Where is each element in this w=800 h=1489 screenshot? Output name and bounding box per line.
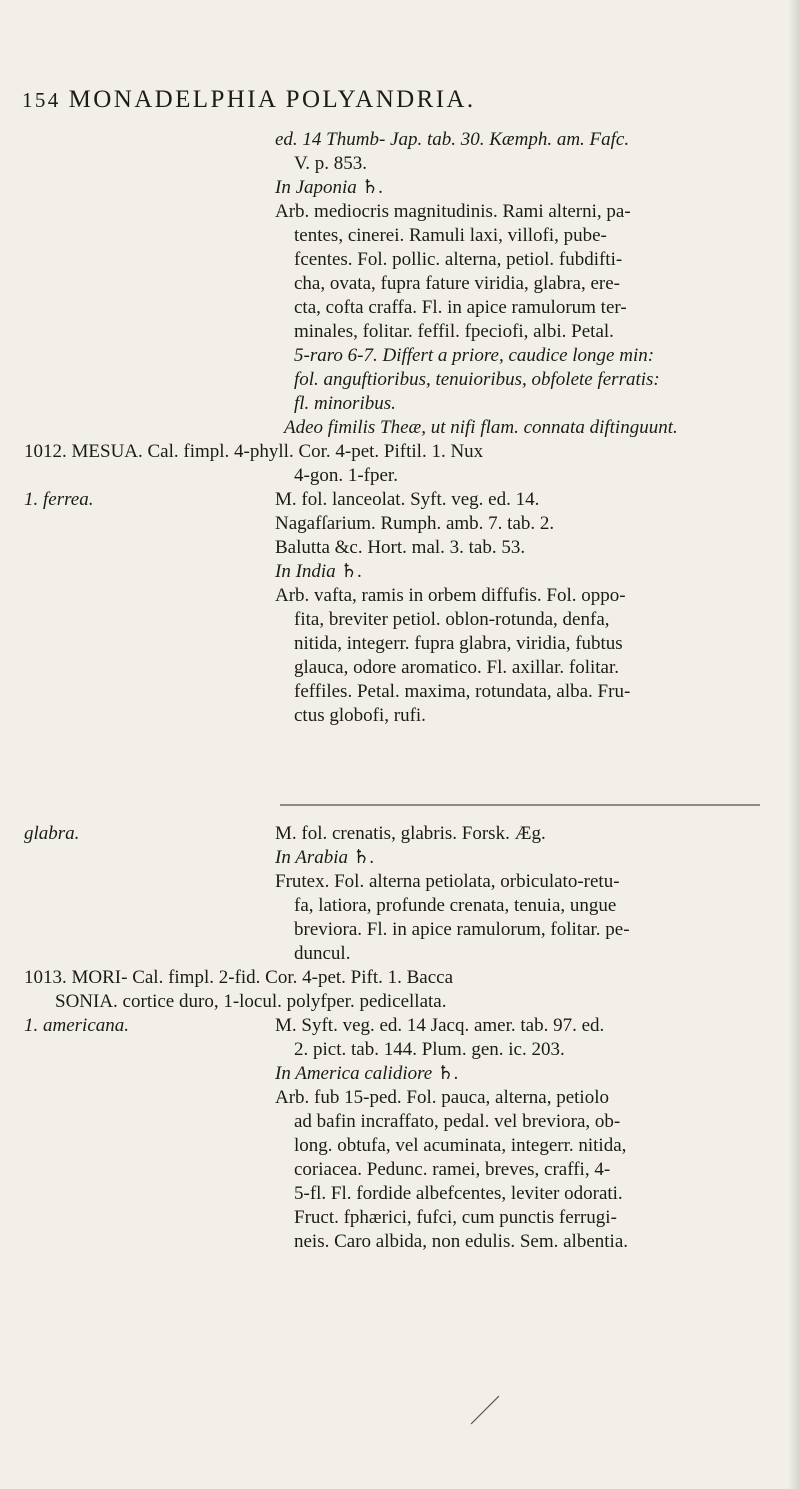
text-line: SONIA. cortice duro, 1-locul. polyfper. pedicellata. <box>55 991 447 1012</box>
text-line: ed. 14 Thumb- Jap. tab. 30. Kæmph. am. Fafc. <box>275 129 630 150</box>
text-line: minales, folitar. feffil. fpeciofi, albi. Petal. <box>294 321 614 342</box>
text-line: coriacea. Pedunc. ramei, breves, craffi, 4- <box>294 1159 611 1180</box>
text-line: Arb. mediocris magnitudinis. Rami alterni, pa- <box>275 201 631 222</box>
text-line: In Arabia ♄. <box>275 847 375 868</box>
text-line: neis. Caro albida, non edulis. Sem. albentia. <box>294 1231 629 1252</box>
text-line: Arb. vafta, ramis in orbem diffufis. Fol. oppo- <box>275 585 626 606</box>
text-line: ad bafin incraffato, pedal. vel breviora, ob- <box>294 1111 621 1132</box>
text-line: Balutta &c. Hort. mal. 3. tab. 53. <box>275 537 526 558</box>
text-line: long. obtufa, vel acuminata, integerr. nitida, <box>294 1135 627 1156</box>
text-line: Frutex. Fol. alterna petiolata, orbiculato-retu- <box>275 871 620 892</box>
text-line: In America calidiore ♄. <box>275 1063 459 1084</box>
text-line: tentes, cinerei. Ramuli laxi, villofi, pube- <box>294 225 607 246</box>
text-line: glauca, odore aromatico. Fl. axillar. folitar. <box>294 657 620 678</box>
text-line: M. Syft. veg. ed. 14 Jacq. amer. tab. 97. ed. <box>275 1015 605 1036</box>
running-title: MONADELPHIA POLYANDRIA. <box>68 86 476 113</box>
text-line: fcentes. Fol. pollic. alterna, petiol. fubdifti- <box>294 249 623 270</box>
text-line: In Japonia ♄. <box>275 177 384 198</box>
text-line: fita, breviter petiol. oblon-rotunda, denfa, <box>294 609 610 630</box>
text-line: ctus globofi, rufi. <box>294 705 426 726</box>
text-line: M. fol. lanceolat. Syft. veg. ed. 14. <box>275 489 540 510</box>
text-line: Nagafſarium. Rumph. amb. 7. tab. 2. <box>275 513 555 534</box>
text-line: fl. minoribus. <box>294 393 396 414</box>
section-divider <box>280 804 760 806</box>
text-line: fa, latiora, profunde crenata, tenuia, ungue <box>294 895 617 916</box>
text-line: feffiles. Petal. maxima, rotundata, alba. Fru- <box>294 681 631 702</box>
text-line: Arb. fub 15-ped. Fol. pauca, alterna, petiolo <box>275 1087 609 1108</box>
page-edge-shadow <box>788 0 800 1489</box>
text-line: cha, ovata, fupra fature viridia, glabra, ere- <box>294 273 620 294</box>
text-line: 5-fl. Fl. fordide albefcentes, leviter odorati. <box>294 1183 623 1204</box>
text-line: V. p. 853. <box>294 153 368 174</box>
genus-heading-mesua: 1012. MESUA. Cal. fimpl. 4-phyll. Cor. 4-pet. Piftil. 1. Nux <box>24 441 484 462</box>
text-line: fol. anguftioribus, tenuioribus, obfolete ferratis: <box>294 369 660 390</box>
text-line: breviora. Fl. in apice ramulorum, folitar. pe- <box>294 919 630 940</box>
pencil-mark-icon <box>468 1393 502 1427</box>
text-line: duncul. <box>294 943 351 964</box>
text-line: Fruct. fphærici, fufci, cum punctis ferrugi- <box>294 1207 617 1228</box>
text-line: cta, cofta craffa. Fl. in apice ramulorum ter- <box>294 297 627 318</box>
text-line: 4-gon. 1-fper. <box>294 465 398 486</box>
species-label-americana: 1. americana. <box>24 1015 130 1036</box>
text-line: nitida, integerr. fupra glabra, viridia, fubtus <box>294 633 623 654</box>
text-line: 2. pict. tab. 144. Plum. gen. ic. 203. <box>294 1039 565 1060</box>
text-line: M. fol. crenatis, glabris. Forsk. Æg. <box>275 823 546 844</box>
page-header <box>22 86 782 118</box>
species-label-ferrea: 1. ferrea. <box>24 489 94 510</box>
page-number: 154 <box>22 88 61 112</box>
text-line: 5-raro 6-7. Differt a priore, caudice longe min: <box>294 345 655 366</box>
species-label-glabra: glabra. <box>24 823 80 844</box>
genus-heading-morisonia: 1013. MORI- Cal. fimpl. 2-fid. Cor. 4-pet. Pift. 1. Bacca <box>24 967 454 988</box>
text-line: In India ♄. <box>275 561 363 582</box>
text-line: Adeo fimilis Theæ, ut nifi flam. connata diftinguunt. <box>284 417 678 438</box>
